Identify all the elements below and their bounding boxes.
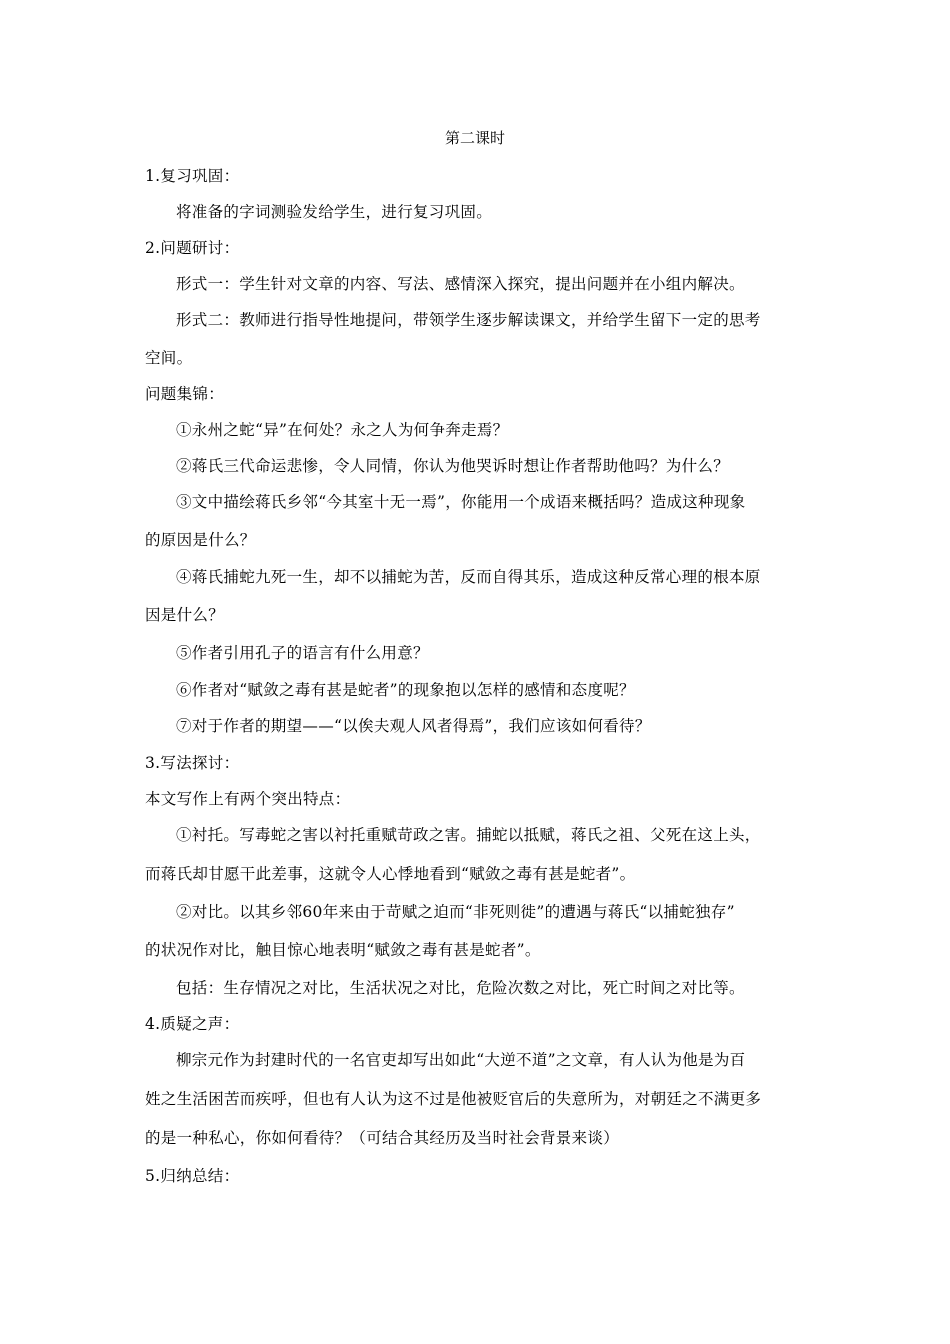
question-item-continuation: 因是什么？ bbox=[145, 606, 225, 624]
question-item: ⑥作者对“赋敛之毒有甚是蛇者”的现象抱以怎样的感情和态度呢？ bbox=[176, 681, 635, 699]
section-heading-summary: 5.归纳总结： bbox=[145, 1167, 240, 1185]
paragraph-continuation: 空间。 bbox=[145, 349, 193, 367]
paragraph-continuation: 的是一种私心，你如何看待？（可结合其经历及当时社会背景来谈） bbox=[145, 1129, 620, 1147]
paragraph-continuation: 的状况作对比，触目惊心地表明“赋敛之毒有甚是蛇者”。 bbox=[145, 941, 541, 959]
paragraph: 形式二：教师进行指导性地提问，带领学生逐步解读课文，并给学生留下一定的思考 bbox=[176, 311, 761, 329]
question-item: ③文中描绘蒋氏乡邻“今其室十无一焉”，你能用一个成语来概括吗？造成这种现象 bbox=[176, 493, 746, 511]
section-heading-discussion: 2.问题研讨： bbox=[145, 239, 240, 257]
paragraph: ①衬托。写毒蛇之害以衬托重赋苛政之害。捕蛇以抵赋，蒋氏之祖、父死在这上头， bbox=[176, 826, 761, 844]
page-title: 第二课时 bbox=[444, 129, 505, 147]
paragraph: ②对比。以其乡邻60年来由于苛赋之迫而“非死则徙”的遭遇与蒋氏“以捕蛇独存” bbox=[176, 903, 735, 921]
question-item: ⑦对于作者的期望——“以俟夫观人风者得焉”，我们应该如何看待？ bbox=[176, 717, 651, 735]
question-item: ④蒋氏捕蛇九死一生，却不以捕蛇为苦，反而自得其乐，造成这种反常心理的根本原 bbox=[176, 568, 761, 586]
section-heading-review: 1.复习巩固： bbox=[145, 167, 240, 185]
question-item-continuation: 的原因是什么？ bbox=[145, 531, 256, 549]
paragraph: 形式一：学生针对文章的内容、写法、感情深入探究，提出问题并在小组内解决。 bbox=[176, 275, 745, 293]
section-heading-questioning: 4.质疑之声： bbox=[145, 1015, 240, 1033]
question-item: ②蒋氏三代命运悲惨，令人同情，你认为他哭诉时想让作者帮助他吗？为什么？ bbox=[176, 457, 730, 475]
paragraph: 柳宗元作为封建时代的一名官吏却写出如此“大逆不道”之文章，有人认为他是为百 bbox=[176, 1051, 746, 1069]
question-item: ⑤作者引用孔子的语言有什么用意？ bbox=[176, 644, 429, 662]
paragraph-continuation: 姓之生活困苦而疾呼，但也有人认为这不过是他被贬官后的失意所为，对朝廷之不满更多 bbox=[145, 1090, 762, 1108]
paragraph: 包括：生存情况之对比，生活状况之对比，危险次数之对比，死亡时间之对比等。 bbox=[176, 979, 745, 997]
paragraph: 将准备的字词测验发给学生，进行复习巩固。 bbox=[176, 203, 493, 221]
section-heading-writing: 3.写法探讨： bbox=[145, 754, 240, 772]
subheading-questions: 问题集锦： bbox=[145, 385, 225, 403]
question-item: ①永州之蛇“异”在何处？永之人为何争奔走焉？ bbox=[176, 421, 509, 439]
paragraph-continuation: 而蒋氏却甘愿干此差事，这就令人心悸地看到“赋敛之毒有甚是蛇者”。 bbox=[145, 865, 636, 883]
paragraph: 本文写作上有两个突出特点： bbox=[145, 790, 351, 808]
